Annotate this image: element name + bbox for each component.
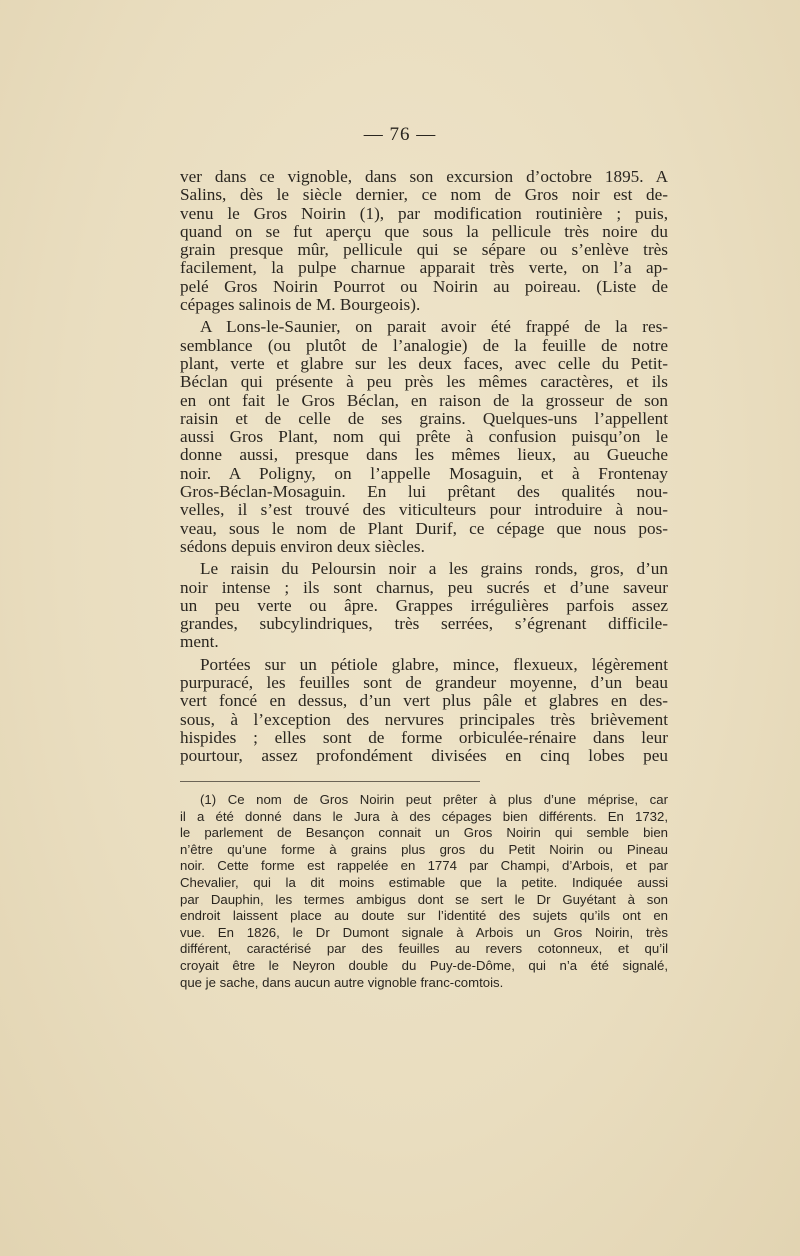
- text-line: purpuracé, les feuilles sont de grandeur moyenne, d’un beau: [180, 673, 668, 693]
- text-line: grandes, subcylindriques, très serrées, s’égrenant difficile-: [180, 614, 668, 634]
- text-line: Béclan qui présente à peu près les mêmes caractères, et ils: [180, 372, 668, 392]
- paragraph: [180, 318, 668, 556]
- footnote-line: n’être qu’une forme à grains plus gros du Petit Noirin ou Pineau: [180, 841, 668, 857]
- footnote-divider: [180, 781, 480, 782]
- text-line: en ont fait le Gros Béclan, en raison de la grosseur de son: [180, 390, 668, 410]
- text-line: quand on se fut aperçu que sous la pellicule très noire du: [180, 221, 668, 241]
- text-line: raisin et de celle de ses grains. Quelques-uns l’appellent: [180, 408, 668, 428]
- text-line: plant, verte et glabre sur les deux faces, avec celle du Petit-: [180, 353, 668, 373]
- footnote-line: différent, caractérisé par des feuilles au revers cotonneux, et qu’il: [180, 941, 668, 957]
- text-line: venu le Gros Noirin (1), par modification routinière ; puis,: [180, 203, 668, 223]
- footnote-line: le parlement de Besançon connait un Gros Noirin qui semble bien: [180, 825, 668, 841]
- paragraph: [180, 656, 668, 766]
- text-line: Salins, dès le siècle dernier, ce nom de Gros noir est de-: [180, 185, 668, 205]
- text-line: hispides ; elles sont de forme orbiculée-rénaire dans leur: [180, 727, 668, 747]
- text-line: facilement, la pulpe charnue apparait très verte, on l’a ap-: [180, 258, 668, 278]
- footnote-line: par Dauphin, les termes ambigus dont se sert le Dr Guyétant à son: [180, 891, 668, 907]
- text-line: grain presque mûr, pellicule qui se sépare ou s’enlève très: [180, 240, 668, 260]
- text-line: noir intense ; ils sont charnus, peu sucrés et d’une saveur: [180, 577, 668, 597]
- text-line: noir. A Poligny, on l’appelle Mosaguin, et à Frontenay: [180, 463, 668, 483]
- footnote-line: Chevalier, qui la dit moins estimable que la petite. Indiquée aussi: [180, 874, 668, 890]
- text-line: Gros-Béclan-Mosaguin. En lui prêtant des qualités nou-: [180, 482, 668, 502]
- footnote-line: (1) Ce nom de Gros Noirin peut prêter à plus d’une méprise, car: [200, 792, 668, 807]
- main-text: [180, 168, 668, 766]
- text-line: donne aussi, presque dans les mêmes lieux, au Gueuche: [180, 445, 668, 465]
- text-line: Le raisin du Peloursin noir a les grains ronds, gros, d’un: [200, 559, 668, 579]
- text-line: pelé Gros Noirin Pourrot ou Noirin au poireau. (Liste de: [180, 276, 668, 296]
- footnote-line: il a été donné dans le Jura à des cépages bien différents. En 1732,: [180, 808, 668, 824]
- text-line: pourtour, assez profondément divisées en cinq lobes peu: [180, 746, 668, 766]
- footnote-line: endroit laissent place au doute sur l’identité des sujets qu’ils ont en: [180, 908, 668, 924]
- footnote-line: que je sache, dans aucun autre vignoble franc-comtois.: [180, 974, 504, 990]
- text-line: vert foncé en dessus, d’un vert plus pâle et glabres en des-: [180, 691, 668, 711]
- text-line: cépages salinois de M. Bourgeois).: [180, 295, 421, 315]
- text-line: ver dans ce vignoble, dans son excursion d’octobre 1895. A: [180, 167, 668, 186]
- text-line: A Lons-le-Saunier, on parait avoir été frappé de la res-: [200, 317, 668, 337]
- paragraph: [180, 560, 668, 651]
- footnote: [180, 792, 668, 991]
- text-line: velles, il s’est trouvé des viticulteurs pour introduire à nou-: [180, 500, 668, 520]
- page-number: — 76 —: [363, 124, 437, 145]
- text-line: ment.: [180, 632, 219, 652]
- paragraph: [180, 168, 668, 314]
- text-line: sous, à l’exception des nervures principales très brièvement: [180, 709, 668, 729]
- text-line: aussi Gros Plant, nom qui prête à confusion puisqu’on le: [180, 427, 668, 447]
- text-line: semblance (ou plutôt de l’analogie) de la feuille de notre: [180, 335, 668, 355]
- text-line: sédons depuis environ deux siècles.: [180, 536, 425, 556]
- footnote-line: vue. En 1826, le Dr Dumont signale à Arbois un Gros Noirin, très: [180, 924, 668, 940]
- footnote-line: noir. Cette forme est rappelée en 1774 par Champi, d’Arbois, et par: [180, 858, 668, 874]
- footnote-line: croyait être le Neyron double du Puy-de-Dôme, qui n’a été signalé,: [180, 957, 668, 973]
- text-line: veau, sous le nom de Plant Durif, ce cépage que nous pos-: [180, 518, 668, 538]
- text-line: Portées sur un pétiole glabre, mince, flexueux, légèrement: [200, 654, 668, 674]
- text-line: un peu verte ou âpre. Grappes irrégulières parfois assez: [180, 595, 668, 615]
